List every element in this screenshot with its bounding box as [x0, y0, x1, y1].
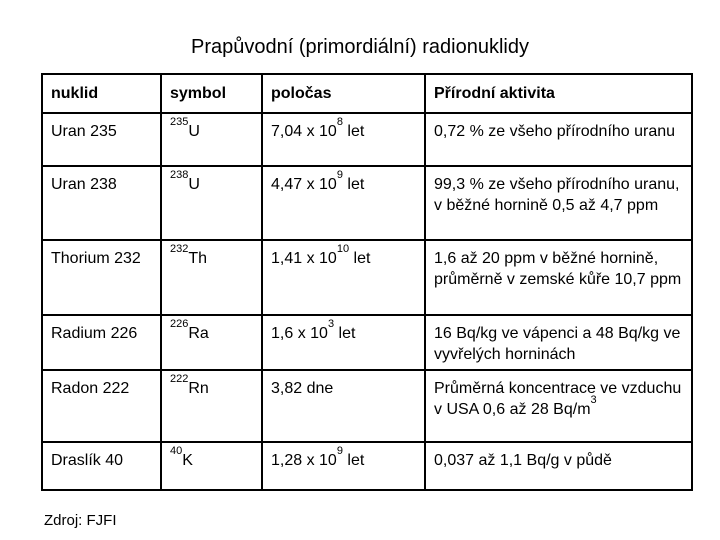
- table-row: [42, 370, 692, 442]
- mass-number: 226: [170, 318, 189, 330]
- table-row: [42, 442, 692, 490]
- table-row: [42, 240, 692, 315]
- symbol-cell: [161, 315, 262, 370]
- element-symbol: U: [188, 176, 200, 193]
- mass-number: 222: [170, 373, 189, 385]
- halflife-cell: 1,28 x $10^9$ let: [262, 442, 425, 490]
- nuclide-cell: Thorium 232: [42, 240, 161, 315]
- element-symbol: U: [188, 123, 200, 140]
- activity-cell: Průměrná koncentrace ve vzduchu v USA 0,6 až 28 $Bq/m^3$: [425, 370, 692, 442]
- header-nuclide: nuklid: [42, 74, 161, 113]
- table-header-row: [42, 74, 692, 113]
- exponent: 9: [336, 169, 343, 181]
- mass-number: 232: [170, 243, 189, 255]
- nuclide-cell: Radium 226: [42, 315, 161, 370]
- nuclide-cell: Radon 222: [42, 370, 161, 442]
- exponent: 3: [590, 394, 597, 406]
- activity-cell: 16 Bq/kg ve vápenci a 48 Bq/kg ve vyvřelých horninách: [425, 315, 692, 370]
- exponent: 8: [336, 116, 343, 128]
- symbol-cell: [161, 240, 262, 315]
- radionuclide-table: [41, 73, 693, 491]
- element-symbol: K: [182, 452, 193, 469]
- activity-cell: 0,72 % ze všeho přírodního uranu: [425, 113, 692, 166]
- mass-number: 235: [170, 116, 189, 128]
- symbol-cell: [161, 166, 262, 240]
- nuclide-cell: Uran 235: [42, 113, 161, 166]
- table-row: [42, 113, 692, 166]
- halflife-cell: 7,04 x $10^8$ let: [262, 113, 425, 166]
- header-symbol: symbol: [161, 74, 262, 113]
- activity-cell: 1,6 až 20 ppm v běžné hornině, průměrně v zemské kůře 10,7 ppm: [425, 240, 692, 315]
- halflife-cell: 1,41 x $10^{10}$ let: [262, 240, 425, 315]
- element-symbol: Ra: [188, 325, 209, 342]
- table-row: [42, 166, 692, 240]
- symbol-cell: [161, 442, 262, 490]
- halflife-cell: 3,82 dne: [262, 370, 425, 442]
- halflife-cell: 4,47 x $10^9$ let: [262, 166, 425, 240]
- element-symbol: Th: [188, 250, 208, 267]
- exponent: 9: [336, 445, 343, 457]
- symbol-cell: [161, 370, 262, 442]
- header-activity: Přírodní aktivita: [425, 74, 692, 113]
- halflife-cell: 1,6 x $10^3$ let: [262, 315, 425, 370]
- header-halflife: poločas: [262, 74, 425, 113]
- page-title: Prapůvodní (primordiální) radionuklidy: [191, 36, 529, 58]
- element-symbol: Rn: [188, 380, 209, 397]
- exponent: 10: [336, 243, 350, 255]
- nuclide-cell: Draslík 40: [42, 442, 161, 490]
- activity-cell: 0,037 až 1,1 Bq/g v půdě: [425, 442, 692, 490]
- activity-cell: 99,3 % ze všeho přírodního uranu, v běžné hornině 0,5 až 4,7 ppm: [425, 166, 692, 240]
- mass-number: 238: [170, 169, 189, 181]
- source-note: Zdroj: FJFI: [44, 512, 117, 529]
- table-row: [42, 315, 692, 370]
- nuclide-cell: Uran 238: [42, 166, 161, 240]
- mass-number: 40: [170, 445, 183, 457]
- exponent: 3: [327, 318, 335, 330]
- symbol-cell: [161, 113, 262, 166]
